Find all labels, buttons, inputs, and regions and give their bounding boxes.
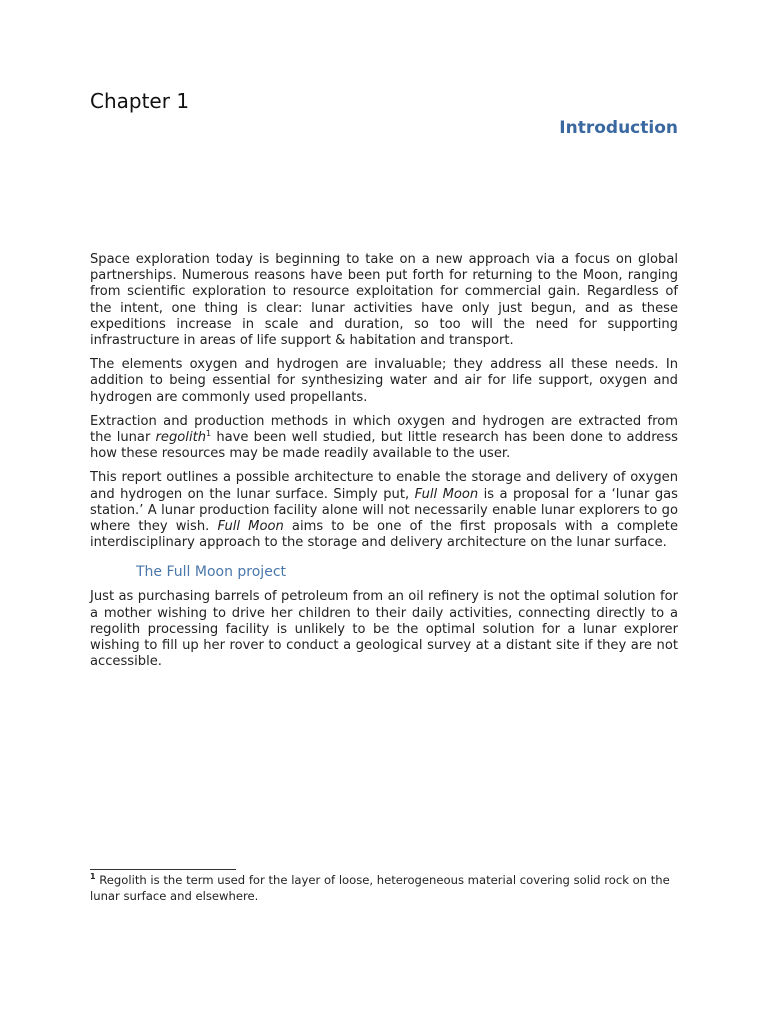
paragraph-extraction-text-b: have been well studied, but little research has been done to address how these resources may be made readily available to the user. [90, 430, 678, 462]
paragraph-architecture [90, 470, 678, 551]
chapter-label: Chapter 1 [90, 89, 190, 113]
full-moon-term-2: Full Moon [217, 519, 284, 535]
footnote-text: Regolith is the term used for the layer of loose, heterogeneous material covering solid rock on the lunar surface and elsewhere. [90, 873, 670, 903]
footnote-reference[interactable]: 1 [206, 429, 212, 439]
paragraph-elements: The elements oxygen and hydrogen are invaluable; they address all these needs. In addition to being essential for synthesizing water and air for life support, oxygen and hydrogen are commonly used propellants. [90, 357, 678, 405]
chapter-title: Introduction [559, 118, 678, 138]
paragraph-extraction-text-a: Extraction and production methods in which oxygen and hydrogen are extracted from the lunar [90, 413, 678, 446]
section-heading: The Full Moon project [136, 564, 287, 581]
paragraph-architecture-text-c: aims to be one of the first proposals with a complete interdisciplinary approach to the storage and delivery architecture on the lunar surface. [90, 519, 678, 551]
footnote [90, 873, 678, 904]
footnote-mark: 1 [90, 872, 96, 881]
footnote-divider [90, 869, 236, 870]
paragraph-architecture-text-a: This report outlines a possible architecture to enable the storage and delivery of oxygen and hydrogen on the lunar surface. Simply put, [90, 470, 678, 502]
paragraph-intro: Space exploration today is beginning to take on a new approach via a focus on global partnerships. Numerous reasons have been put forth for returning to the Moon, ranging from scientific exploration to resource exploitation for commercial gain. Regardless of the intent, one thing is clear: lunar activities have only just begun, and as these expeditions increase in scale and duration, so too will the need for supporting infrastructure in areas of life support & habitation and transport. [90, 252, 678, 349]
paragraph-architecture-text-b: is a proposal for a ‘lunar gas station.’ A lunar production facility alone will not necessarily enable lunar explorers to go where they wish. [90, 486, 678, 535]
full-moon-term: Full Moon [414, 486, 479, 502]
regolith-term: regolith [155, 430, 207, 446]
paragraph-extraction [90, 414, 678, 463]
body-text [90, 252, 678, 678]
paragraph-full-moon-project: Just as purchasing barrels of petroleum from an oil refinery is not the optimal solution for a mother wishing to drive her children to their daily activities, connecting directly to a regolith processing facility is unlikely to be the optimal solution for a lunar explorer wishing to fill up her rover to conduct a geological survey at a distant site if they are not accessible. [90, 589, 678, 670]
